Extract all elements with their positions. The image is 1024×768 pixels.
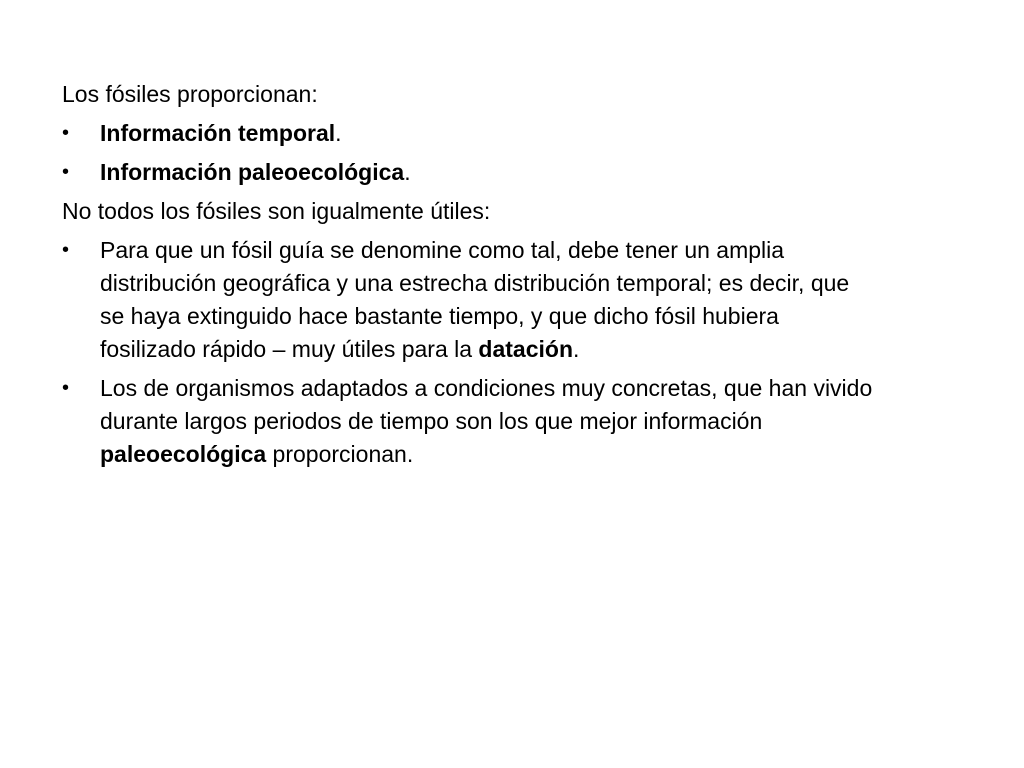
bullet-item-organismos [62, 372, 962, 471]
bullet-item-paleoecologica [62, 156, 962, 189]
bullet-text [100, 372, 962, 471]
bullet-text [100, 117, 962, 150]
text-line: Los de organismos adaptados a condiciones muy concretas, que han vivido [100, 375, 873, 401]
text-line: durante largos periodos de tiempo son los que mejor información [100, 408, 763, 434]
bold-term: paleoecológica [100, 441, 267, 467]
text-line: se haya extinguido hace bastante tiempo, y que dicho fósil hubiera [100, 303, 779, 329]
bold-term: Información temporal [100, 120, 336, 146]
bullet-text [100, 156, 962, 189]
bullet-dot-icon: • [62, 161, 70, 183]
intro-text: Los fósiles proporcionan: [62, 81, 318, 107]
text-run: proporcionan. [266, 441, 414, 467]
section-text: No todos los fósiles son igualmente útiles: [62, 198, 491, 224]
text-run: fosilizado rápido – muy útiles para la [100, 336, 479, 362]
text-line: Para que un fósil guía se denomine como tal, debe tener un amplia [100, 237, 785, 263]
slide-body [62, 78, 962, 477]
text-line [100, 333, 962, 366]
bullet-tail: . [404, 159, 411, 185]
bold-term: Información paleoecológica [100, 159, 405, 185]
text-line: distribución geográfica y una estrecha distribución temporal; es decir, que [100, 270, 850, 296]
bullet-dot-icon: • [62, 122, 70, 144]
bullet-text [100, 234, 962, 366]
bold-term: datación [478, 336, 573, 362]
bullet-dot-icon: • [62, 377, 70, 399]
text-run: . [573, 336, 580, 362]
bullet-dot-icon: • [62, 239, 70, 261]
text-line [100, 438, 962, 471]
bullet-item-fosil-guia [62, 234, 962, 366]
bullet-item-temporal [62, 117, 962, 150]
bullet-tail: . [335, 120, 342, 146]
